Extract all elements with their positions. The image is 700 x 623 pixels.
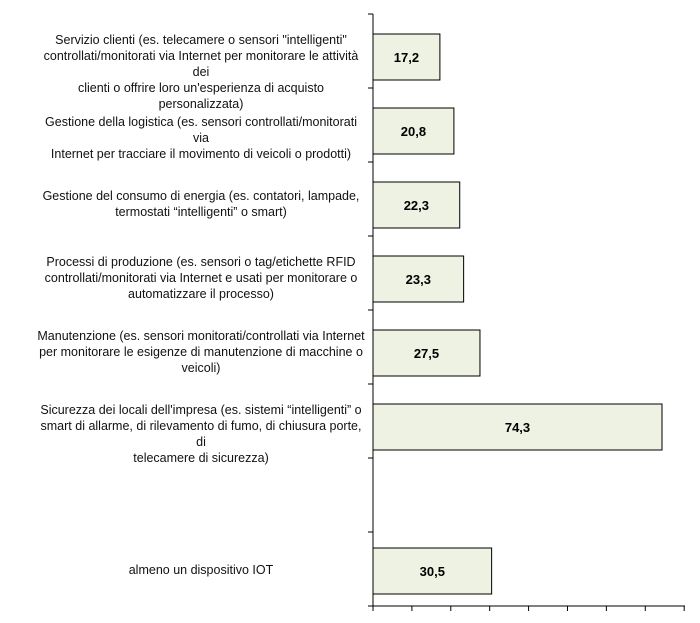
category-label: almeno un dispositivo IOT <box>128 563 274 577</box>
category-label: Processi di produzione (es. sensori o tag/etichette RFID controllati/monitorati via Internet e usati per monitorare o automatizzare il processo) <box>44 255 358 301</box>
category-label: Manutenzione (es. sensori monitorati/controllati via Internet per monitorare le esigenze di manutenzione di macchine o veicoli) <box>37 329 365 375</box>
category-label: Gestione del consumo di energia (es. contatori, lampade, termostati “intelligenti” o smart) <box>42 189 360 219</box>
category-label: Gestione della logistica (es. sensori controllati/monitorati via Internet per tracciare il movimento di veicoli o prodotti) <box>45 115 357 161</box>
category-label: Servizio clienti (es. telecamere o sensori "intelligenti" controllati/monitorati via Internet per monitorare le attività dei clienti o offrire loro un'esperienza di acquisto personalizzata) <box>43 33 359 111</box>
data-label: 23,3 <box>405 272 431 287</box>
data-label: 20,8 <box>400 124 427 139</box>
data-label: 27,5 <box>413 346 440 361</box>
data-label: 30,5 <box>419 564 445 579</box>
data-label: 22,3 <box>403 198 430 213</box>
data-label: 74,3 <box>504 420 531 435</box>
category-label: Sicurezza dei locali dell'impresa (es. sistemi “intelligenti” o smart di allarme, di rilevamento di fumo, di chiusura porte, di telecamere di sicurezza) <box>40 403 362 465</box>
data-label: 17,2 <box>393 50 420 65</box>
